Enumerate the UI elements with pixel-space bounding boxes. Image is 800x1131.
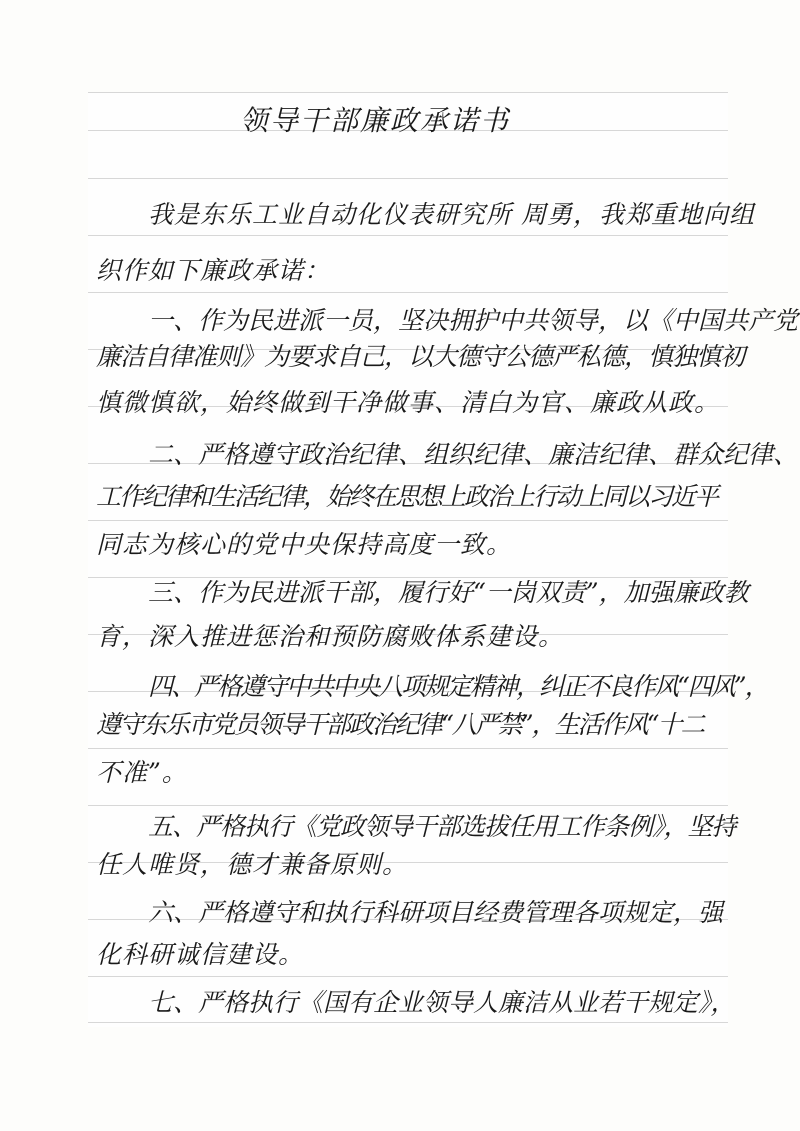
ruled-line (88, 292, 728, 293)
ruled-line (88, 92, 728, 93)
body-line: 一、作为民进派一员，坚决拥护中共领导，以《中国共产党 (148, 306, 799, 335)
body-line: 四、严格遵守中共中央八项规定精神，纠正不良作风“四风”， (148, 672, 768, 701)
body-line: 遵守东乐市党员领导干部政治纪律“八严禁”，生活作风“十二 (96, 710, 704, 739)
ruled-line (88, 178, 728, 179)
body-line: 我是东乐工业自动化仪表研究所 周勇，我郑重地向组 (148, 200, 755, 229)
body-line: 任人唯贤，德才兼备原则。 (96, 850, 409, 879)
body-line: 二、严格遵守政治纪律、组织纪律、廉洁纪律、群众纪律、 (148, 440, 799, 469)
body-line: 廉洁自律准则》为要求自己，以大德守公德严私德，慎独慎初 (96, 342, 745, 371)
ruled-line (88, 748, 728, 749)
body-line: 七、严格执行《国有企业领导人廉洁从业若干规定》， (148, 988, 736, 1017)
ruled-line (88, 1022, 728, 1023)
body-line: 五、严格执行《党政领导干部选拔任用工作条例》，坚持 (148, 812, 736, 841)
body-line: 六、严格遵守和执行科研项目经费管理各项规定，强 (148, 898, 724, 927)
body-line: 不准”。 (96, 758, 188, 787)
body-line: 慎微慎欲，始终做到干净做事、清白为官、廉政从政。 (96, 388, 721, 417)
ruled-line (88, 976, 728, 977)
ruled-line (88, 235, 728, 236)
body-line: 工作纪律和生活纪律，始终在思想上政治上行动上同以习近平 (96, 482, 718, 511)
body-line: 化科研诚信建设。 (96, 940, 305, 969)
body-line: 育，深入推进惩治和预防腐败体系建设。 (96, 622, 565, 651)
body-line: 织作如下廉政承诺： (96, 256, 331, 285)
ruled-line (88, 520, 728, 521)
body-line: 三、作为民进派干部，履行好“一岗双责”，加强廉政教 (148, 578, 749, 607)
ruled-line (88, 805, 728, 806)
body-line: 同志为核心的党中央保持高度一致。 (96, 530, 513, 559)
document-title: 领导干部廉政承诺书 (240, 104, 511, 137)
